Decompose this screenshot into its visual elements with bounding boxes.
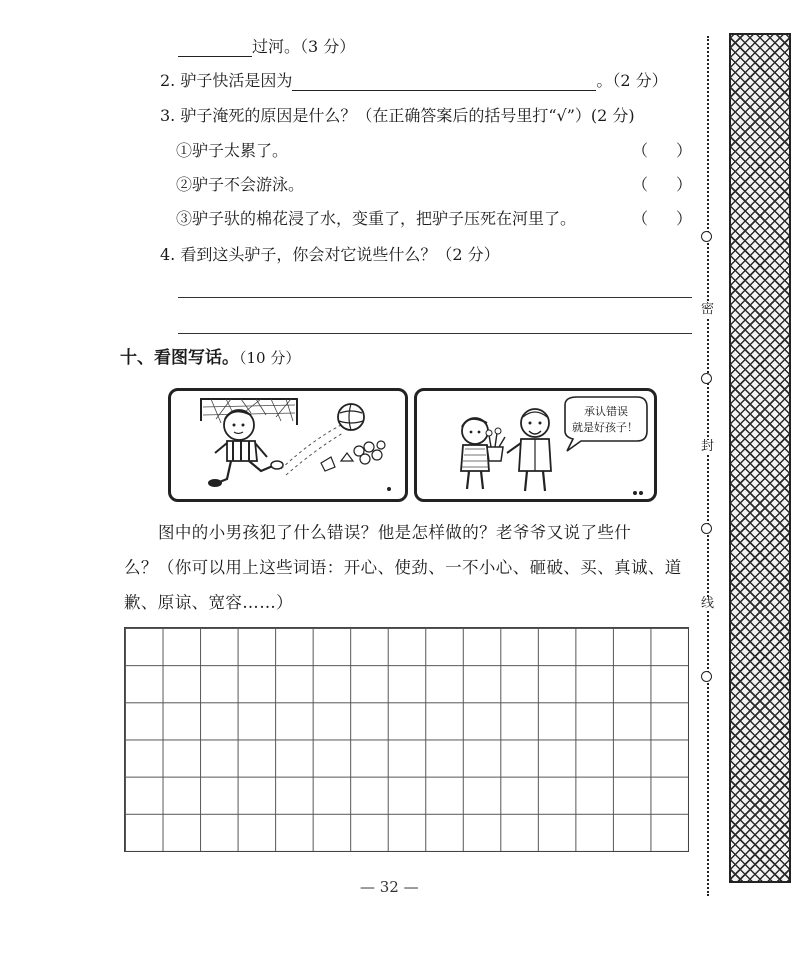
question-3-stem: 3. 驴子淹死的原因是什么？（在正确答案后的括号里打“√”）(2 分): [160, 106, 635, 125]
answer-blank[interactable]: [178, 40, 252, 57]
writing-grid[interactable]: [124, 627, 689, 852]
section-heading: [120, 347, 300, 369]
question-2: [160, 71, 668, 91]
option-3: ③驴子驮的棉花浸了水，变重了，把驴子压死在河里了。: [176, 209, 577, 228]
question-2-text: 2. 驴子快活是因为: [160, 71, 293, 90]
picture-panel-1: [168, 388, 408, 502]
question-4: 4. 看到这头驴子，你会对它说些什么？（2 分）: [160, 245, 500, 264]
prompt-line-1: 图中的小男孩犯了什么错误？他是怎样做的？老爷爷又说了些什: [158, 523, 632, 542]
answer-line[interactable]: [178, 297, 692, 298]
question-1-score: 过河。（3 分）: [252, 37, 356, 56]
page-number: — 32 —: [360, 878, 419, 896]
option-1: ①驴子太累了。: [176, 141, 289, 160]
answer-blank[interactable]: [292, 74, 596, 91]
prompt-line-2: 么？（你可以用上这些词语：开心、使劲、一不小心、砸破、买、真诚、道: [124, 558, 682, 577]
binding-ring-icon: [701, 523, 712, 534]
boy-apologizing-illustration: [417, 391, 654, 499]
boy-kicking-ball-illustration: [171, 391, 405, 499]
answer-line[interactable]: [178, 333, 692, 334]
binding-ring-icon: [701, 231, 712, 242]
seal-char-mi: 密: [701, 302, 715, 317]
speech-text-line-2: 就是好孩子！: [572, 421, 638, 434]
binding-ring-icon: [701, 671, 712, 682]
section-title: 十、看图写话。: [120, 348, 239, 368]
writing-prompt: [124, 515, 694, 620]
decorative-border-band: [729, 33, 791, 883]
seal-char-feng: 封: [701, 439, 715, 454]
option-2: ②驴子不会游泳。: [176, 175, 305, 194]
seal-char-xian: 线: [701, 596, 715, 611]
speech-text-line-1: 承认错误: [584, 405, 628, 418]
question-2-score: 。（2 分）: [596, 71, 668, 90]
section-score: （10 分）: [239, 349, 301, 367]
question-1-tail: [178, 37, 355, 57]
picture-panel-2: [414, 388, 657, 502]
binding-ring-icon: [701, 373, 712, 384]
prompt-line-3: 歉、原谅、宽容……）: [124, 593, 293, 612]
binding-dotted-line: [707, 36, 709, 896]
